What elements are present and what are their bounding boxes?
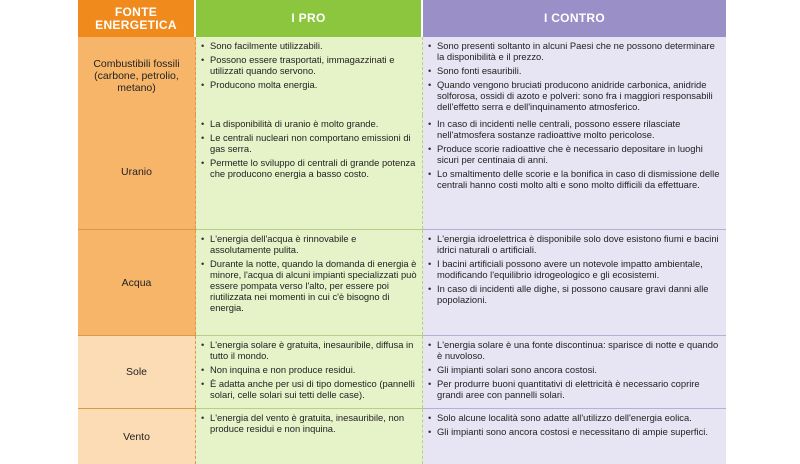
list-item: • Sono presenti soltanto in alcuni Paesi che ne possono determinare la disponibilità e il prezzo. [428,40,721,62]
pro-list [201,412,417,434]
header-pro: I PRO [196,0,423,37]
list-item: • Gli impianti solari sono ancora costosi. [428,364,721,375]
source-cell-sole: Sole [78,336,196,408]
source-cell-acqua: Acqua [78,230,196,335]
contro-cell-fossili [423,37,726,115]
pro-list [201,339,417,400]
list-item: • Gli impianti sono ancora costosi e necessitano di ampie superfici. [428,426,721,437]
pro-cell-vento [196,409,423,464]
contro-list [428,233,721,305]
pro-list [201,40,417,90]
list-item: • L'energia del vento è gratuita, inesauribile, non produce residui e non inquina. [201,412,417,434]
list-item: • L'energia dell'acqua è rinnovabile e assolutamente pulita. [201,233,417,255]
source-cell-fossili: Combustibili fossili (carbone, petrolio, metano) [78,37,196,115]
contro-list [428,118,721,190]
contro-list [428,40,721,112]
contro-list [428,412,721,437]
list-item: • In caso di incidenti nelle centrali, possono essere rilasciate nell'atmosfera sostanze radioattive molto pericolose. [428,118,721,140]
list-item: • I bacini artificiali possono avere un notevole impatto ambientale, modificando l'equilibrio idrogeologico e gli ecosistemi. [428,258,721,280]
pro-cell-fossili [196,37,423,115]
list-item: • Possono essere trasportati, immagazzinati e utilizzati quando servono. [201,54,417,76]
list-item: • Produce scorie radioattive che è necessario depositare in luoghi sicuri per centinaia di anni. [428,143,721,165]
list-item: • La disponibilità di uranio è molto grande. [201,118,417,129]
list-item: • Permette lo sviluppo di centrali di grande potenza che producono energia a basso costo. [201,157,417,179]
contro-cell-uranio [423,115,726,229]
header-source: FONTE ENERGETICA [78,0,196,37]
list-item: • Non inquina e non produce residui. [201,364,417,375]
list-item: • Sono facilmente utilizzabili. [201,40,417,51]
list-item: • Producono molta energia. [201,79,417,90]
list-item: • L'energia solare è gratuita, inesauribile, diffusa in tutto il mondo. [201,339,417,361]
list-item: • L'energia idroelettrica è disponibile solo dove esistono fiumi e bacini idrici naturali o artificiali. [428,233,721,255]
list-item: • Sono fonti esauribili. [428,65,721,76]
list-item: • L'energia solare è una fonte discontinua: sparisce di notte e quando è nuvoloso. [428,339,721,361]
list-item: • È adatta anche per usi di tipo domestico (pannelli solari, celle solari sui tetti delle case). [201,378,417,400]
list-item: • Durante la notte, quando la domanda di energia è minore, l'acqua di alcuni impianti specializzati può essere pompata verso l'alto, per essere poi riutilizzata nei momenti in cui c'è bisogno di energia. [201,258,417,313]
energy-table [78,0,726,443]
pro-cell-uranio [196,115,423,229]
pro-list [201,118,417,179]
pro-list [201,233,417,313]
list-item: • In caso di incidenti alle dighe, si possono causare gravi danni alle popolazioni. [428,283,721,305]
contro-cell-acqua [423,230,726,335]
source-cell-vento: Vento [78,409,196,464]
list-item: • Per produrre buoni quantitativi di elettricità è necessario coprire grandi aree con pannelli solari. [428,378,721,400]
contro-cell-sole [423,336,726,408]
contro-list [428,339,721,400]
list-item: • Lo smaltimento delle scorie e la bonifica in caso di dismissione delle centrali hanno costi molto alti e sono molto difficili da effettuare. [428,168,721,190]
header-contro: I CONTRO [423,0,726,37]
pro-cell-sole [196,336,423,408]
pro-cell-acqua [196,230,423,335]
list-item: • Quando vengono bruciati producono anidride carbonica, anidride solforosa, ossidi di azoto e polveri: sono fra i maggiori responsabili dell'effetto serra e dell'inquinamento atmosferico. [428,79,721,112]
list-item: • Le centrali nucleari non comportano emissioni di gas serra. [201,132,417,154]
list-item: • Solo alcune località sono adatte all'utilizzo dell'energia eolica. [428,412,721,423]
source-cell-uranio: Uranio [78,115,196,229]
contro-cell-vento [423,409,726,464]
